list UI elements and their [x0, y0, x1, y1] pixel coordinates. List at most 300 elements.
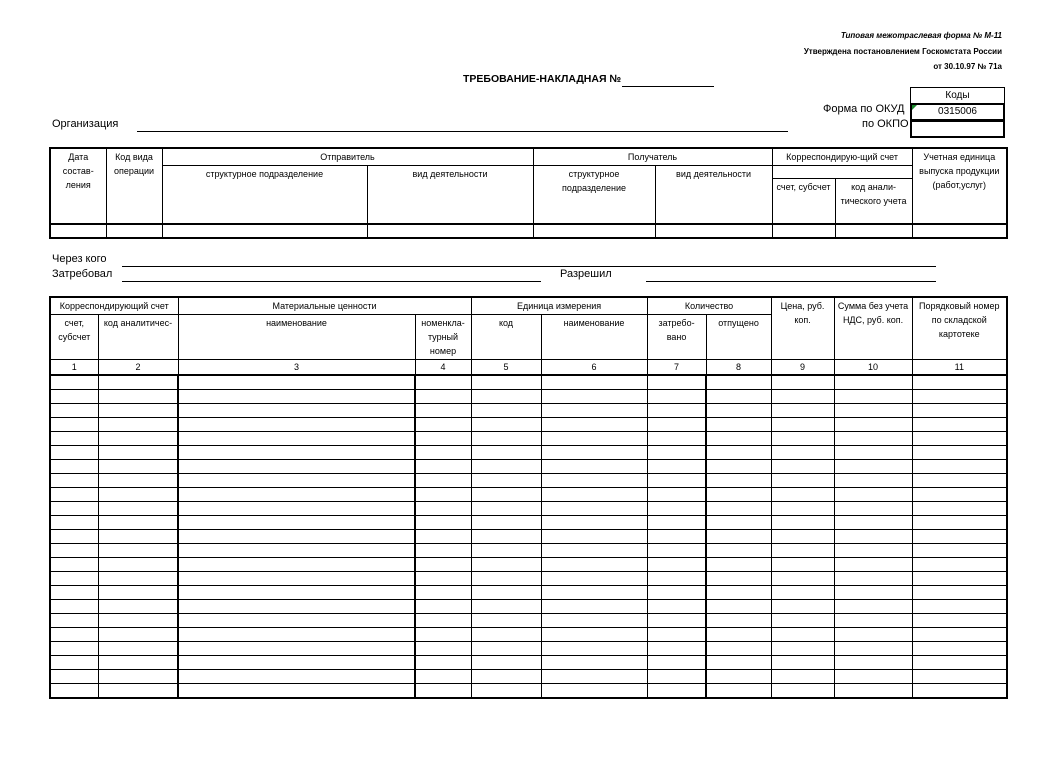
table-cell[interactable]	[541, 418, 647, 432]
table-cell[interactable]	[178, 530, 415, 544]
table-cell[interactable]	[647, 670, 706, 684]
table-cell[interactable]	[471, 614, 541, 628]
table-cell[interactable]	[50, 418, 98, 432]
table-cell[interactable]	[541, 460, 647, 474]
table-cell[interactable]	[471, 544, 541, 558]
table-cell[interactable]	[834, 558, 912, 572]
table-cell[interactable]	[50, 224, 106, 238]
table-cell[interactable]	[912, 224, 1007, 238]
table-cell[interactable]	[771, 642, 834, 656]
column-number: 8	[706, 360, 771, 376]
table-cell[interactable]	[647, 586, 706, 600]
table-cell[interactable]	[706, 530, 771, 544]
table-cell[interactable]	[647, 656, 706, 670]
table-cell[interactable]	[541, 488, 647, 502]
table-cell[interactable]	[98, 600, 178, 614]
table-cell[interactable]	[50, 614, 98, 628]
table-cell[interactable]	[415, 544, 471, 558]
table-cell[interactable]	[50, 656, 98, 670]
table-cell[interactable]	[541, 586, 647, 600]
table-cell[interactable]	[912, 488, 1007, 502]
table-cell[interactable]	[912, 530, 1007, 544]
quantity-header: Количество	[647, 297, 771, 315]
nomenclature-header: номенкла-турный номер	[415, 315, 471, 360]
table-cell[interactable]	[98, 642, 178, 656]
table-cell[interactable]	[98, 544, 178, 558]
table-cell[interactable]	[912, 502, 1007, 516]
table-cell[interactable]	[50, 432, 98, 446]
table-cell[interactable]	[771, 375, 834, 390]
table-cell[interactable]	[647, 516, 706, 530]
table-cell[interactable]	[178, 656, 415, 670]
column-number: 7	[647, 360, 706, 376]
table-cell[interactable]	[706, 460, 771, 474]
table-cell[interactable]	[541, 600, 647, 614]
table-cell[interactable]	[834, 516, 912, 530]
table-cell[interactable]	[471, 642, 541, 656]
table-cell[interactable]	[178, 375, 415, 390]
table-cell[interactable]	[834, 614, 912, 628]
table-cell[interactable]	[706, 516, 771, 530]
receiver-header: Получатель	[533, 148, 772, 166]
table-cell[interactable]	[415, 670, 471, 684]
table-cell[interactable]	[98, 628, 178, 642]
column-number: 5	[471, 360, 541, 376]
table-cell[interactable]	[647, 390, 706, 404]
table-cell[interactable]	[471, 656, 541, 670]
table-cell[interactable]	[541, 656, 647, 670]
table-cell[interactable]	[771, 544, 834, 558]
table-cell[interactable]	[415, 375, 471, 390]
table-cell[interactable]	[471, 502, 541, 516]
table-cell[interactable]	[541, 642, 647, 656]
table-cell[interactable]	[415, 516, 471, 530]
table-row	[50, 474, 1007, 488]
table-cell[interactable]	[98, 516, 178, 530]
table-cell[interactable]	[912, 375, 1007, 390]
table-cell[interactable]	[471, 530, 541, 544]
table-cell[interactable]	[50, 628, 98, 642]
table-cell[interactable]	[706, 390, 771, 404]
table-cell[interactable]	[706, 572, 771, 586]
table-cell[interactable]	[415, 572, 471, 586]
table-cell[interactable]	[912, 516, 1007, 530]
table-cell[interactable]	[771, 446, 834, 460]
table-cell[interactable]	[655, 224, 772, 238]
table-cell[interactable]	[834, 628, 912, 642]
table-cell[interactable]	[541, 670, 647, 684]
table-cell[interactable]	[771, 670, 834, 684]
table-cell[interactable]	[834, 656, 912, 670]
table-cell[interactable]	[912, 544, 1007, 558]
table-cell[interactable]	[415, 502, 471, 516]
table-cell[interactable]	[178, 488, 415, 502]
table-cell[interactable]	[771, 586, 834, 600]
table-cell[interactable]	[471, 446, 541, 460]
table-row	[50, 684, 1007, 699]
table-cell[interactable]	[415, 446, 471, 460]
table-cell[interactable]	[178, 474, 415, 488]
table-cell[interactable]	[415, 418, 471, 432]
table-cell[interactable]	[706, 656, 771, 670]
table-cell[interactable]	[771, 404, 834, 418]
table-cell[interactable]	[541, 530, 647, 544]
table-cell[interactable]	[50, 390, 98, 404]
table-cell[interactable]	[541, 516, 647, 530]
table-cell[interactable]	[771, 614, 834, 628]
table-cell[interactable]	[771, 488, 834, 502]
requested-field[interactable]	[122, 281, 541, 282]
table-cell[interactable]	[471, 375, 541, 390]
table-cell[interactable]	[912, 600, 1007, 614]
table-cell[interactable]	[415, 460, 471, 474]
table-cell[interactable]	[106, 224, 162, 238]
table-cell[interactable]	[98, 432, 178, 446]
operation-code-header: Код вида операции	[106, 148, 162, 224]
table-cell[interactable]	[415, 558, 471, 572]
table-cell[interactable]	[647, 628, 706, 642]
table-cell[interactable]	[771, 418, 834, 432]
corr-sub-header: счет, субсчет	[772, 179, 835, 225]
table-cell[interactable]	[541, 432, 647, 446]
table-cell[interactable]	[98, 530, 178, 544]
table-cell[interactable]	[647, 460, 706, 474]
requested-label: Затребовал	[52, 268, 113, 280]
table-cell[interactable]	[912, 418, 1007, 432]
table-cell[interactable]	[706, 418, 771, 432]
table-cell[interactable]	[834, 432, 912, 446]
table-cell[interactable]	[541, 572, 647, 586]
table-cell[interactable]	[50, 530, 98, 544]
table-cell[interactable]	[834, 488, 912, 502]
table-cell[interactable]	[98, 558, 178, 572]
table-cell[interactable]	[471, 404, 541, 418]
table-cell[interactable]	[647, 642, 706, 656]
table-cell[interactable]	[178, 670, 415, 684]
table-cell[interactable]	[771, 628, 834, 642]
table-cell[interactable]	[471, 670, 541, 684]
unit-header: Учетная единица выпуска продукции (работ,услуг)	[912, 148, 1007, 224]
table-cell[interactable]	[98, 572, 178, 586]
table-cell[interactable]	[771, 460, 834, 474]
table-cell[interactable]	[178, 642, 415, 656]
table-cell[interactable]	[912, 474, 1007, 488]
table-cell[interactable]	[771, 432, 834, 446]
sender-header: Отправитель	[162, 148, 533, 166]
table-cell[interactable]	[647, 502, 706, 516]
table-cell[interactable]	[834, 390, 912, 404]
table-cell[interactable]	[706, 488, 771, 502]
table-cell[interactable]	[912, 572, 1007, 586]
table-cell[interactable]	[98, 614, 178, 628]
table-cell[interactable]	[471, 474, 541, 488]
table-cell[interactable]	[541, 404, 647, 418]
table-cell[interactable]	[471, 432, 541, 446]
table-cell[interactable]	[706, 684, 771, 699]
table-cell[interactable]	[178, 600, 415, 614]
table-cell[interactable]	[912, 684, 1007, 699]
table-cell[interactable]	[178, 628, 415, 642]
table-cell[interactable]	[471, 488, 541, 502]
table-cell[interactable]	[647, 404, 706, 418]
table-cell[interactable]	[415, 586, 471, 600]
table-cell[interactable]	[98, 404, 178, 418]
table-cell[interactable]	[50, 572, 98, 586]
table-cell[interactable]	[98, 586, 178, 600]
table-cell[interactable]	[834, 446, 912, 460]
table-cell[interactable]	[706, 600, 771, 614]
table-cell[interactable]	[415, 642, 471, 656]
corr-spacer	[772, 166, 912, 179]
table-cell[interactable]	[771, 516, 834, 530]
table-row	[50, 446, 1007, 460]
table-cell[interactable]	[178, 684, 415, 699]
table-cell[interactable]	[541, 684, 647, 699]
table-cell[interactable]	[541, 558, 647, 572]
receiver-activity-header: вид деятельности	[655, 166, 772, 225]
table-cell[interactable]	[541, 614, 647, 628]
table-cell[interactable]	[541, 390, 647, 404]
table-cell[interactable]	[912, 656, 1007, 670]
table-cell[interactable]	[647, 530, 706, 544]
table-cell[interactable]	[706, 446, 771, 460]
table-cell[interactable]	[367, 224, 533, 238]
table-cell[interactable]	[647, 558, 706, 572]
table-cell[interactable]	[178, 614, 415, 628]
table-cell[interactable]	[541, 375, 647, 390]
table-cell[interactable]	[647, 446, 706, 460]
table-cell[interactable]	[471, 558, 541, 572]
table-cell[interactable]	[50, 375, 98, 390]
table-cell[interactable]	[771, 530, 834, 544]
table-cell[interactable]	[50, 488, 98, 502]
table-cell[interactable]	[50, 586, 98, 600]
table-cell[interactable]	[541, 474, 647, 488]
table-cell[interactable]	[50, 474, 98, 488]
table-cell[interactable]	[771, 502, 834, 516]
table-cell[interactable]	[415, 404, 471, 418]
table-cell[interactable]	[98, 446, 178, 460]
table-cell[interactable]	[178, 404, 415, 418]
table-cell[interactable]	[706, 544, 771, 558]
table-cell[interactable]	[162, 224, 367, 238]
table-cell[interactable]	[771, 572, 834, 586]
table-cell[interactable]	[98, 684, 178, 699]
table-cell[interactable]	[98, 656, 178, 670]
table-cell[interactable]	[415, 684, 471, 699]
table-cell[interactable]	[834, 684, 912, 699]
table-cell[interactable]	[912, 404, 1007, 418]
table-cell[interactable]	[647, 432, 706, 446]
organization-field[interactable]	[137, 131, 788, 132]
table-cell[interactable]	[912, 670, 1007, 684]
table-cell[interactable]	[834, 530, 912, 544]
table-cell[interactable]	[541, 544, 647, 558]
table-cell[interactable]	[50, 600, 98, 614]
table-cell[interactable]	[50, 558, 98, 572]
table-cell[interactable]	[178, 432, 415, 446]
allowed-field[interactable]	[646, 281, 936, 282]
table-cell[interactable]	[647, 600, 706, 614]
table-cell[interactable]	[834, 544, 912, 558]
table-cell[interactable]	[471, 684, 541, 699]
table-cell[interactable]	[647, 375, 706, 390]
table-cell[interactable]	[647, 418, 706, 432]
okpo-code-cell[interactable]	[910, 121, 1005, 138]
table-cell[interactable]	[533, 224, 655, 238]
table-cell[interactable]	[706, 642, 771, 656]
sum-header: Сумма без учета НДС, руб. коп.	[834, 297, 912, 360]
table-cell[interactable]	[647, 572, 706, 586]
table-cell[interactable]	[50, 544, 98, 558]
table-cell[interactable]	[178, 418, 415, 432]
table-cell[interactable]	[50, 670, 98, 684]
table-cell[interactable]	[50, 446, 98, 460]
table-cell[interactable]	[834, 375, 912, 390]
approval-note: Утверждена постановлением Госкомстата России	[803, 47, 1002, 56]
table-cell[interactable]	[771, 656, 834, 670]
table-cell[interactable]	[834, 502, 912, 516]
table-cell[interactable]	[706, 586, 771, 600]
table-cell[interactable]	[50, 404, 98, 418]
table-cell[interactable]	[834, 404, 912, 418]
table-cell[interactable]	[912, 432, 1007, 446]
table-cell[interactable]	[178, 446, 415, 460]
table-cell[interactable]	[98, 670, 178, 684]
codes-header: Коды	[910, 87, 1005, 103]
table-cell[interactable]	[706, 474, 771, 488]
table-cell[interactable]	[706, 670, 771, 684]
table-cell[interactable]	[771, 474, 834, 488]
table-cell[interactable]	[771, 390, 834, 404]
table-cell[interactable]	[471, 460, 541, 474]
table-cell[interactable]	[50, 502, 98, 516]
table-cell[interactable]	[415, 488, 471, 502]
table-cell[interactable]	[415, 600, 471, 614]
table-cell[interactable]	[471, 516, 541, 530]
table-cell[interactable]	[178, 558, 415, 572]
table-cell[interactable]	[98, 502, 178, 516]
table-cell[interactable]	[706, 375, 771, 390]
table-cell[interactable]	[771, 684, 834, 699]
table-cell[interactable]	[415, 614, 471, 628]
table-cell[interactable]	[647, 474, 706, 488]
table-cell[interactable]	[912, 642, 1007, 656]
table-cell[interactable]	[912, 558, 1007, 572]
table-cell[interactable]	[415, 530, 471, 544]
table-cell[interactable]	[706, 502, 771, 516]
document-number-field[interactable]	[622, 86, 714, 87]
corr-account-header: Корреспондирую-щий счет	[772, 148, 912, 166]
table-cell[interactable]	[647, 684, 706, 699]
table-cell[interactable]	[912, 446, 1007, 460]
codes-box	[910, 87, 1005, 138]
table-cell[interactable]	[834, 418, 912, 432]
table-cell[interactable]	[541, 446, 647, 460]
table-cell[interactable]	[415, 390, 471, 404]
table-cell[interactable]	[415, 432, 471, 446]
table-cell[interactable]	[471, 586, 541, 600]
table-cell[interactable]	[415, 628, 471, 642]
table-cell[interactable]	[471, 572, 541, 586]
table-cell[interactable]	[178, 390, 415, 404]
table-cell[interactable]	[912, 460, 1007, 474]
table-cell[interactable]	[772, 224, 835, 238]
table-cell[interactable]	[98, 488, 178, 502]
table-cell[interactable]	[415, 474, 471, 488]
table-cell[interactable]	[647, 488, 706, 502]
table-cell[interactable]	[98, 474, 178, 488]
unit-code-header: код	[471, 315, 541, 360]
table-cell[interactable]	[471, 418, 541, 432]
table-cell[interactable]	[178, 502, 415, 516]
table-row	[50, 600, 1007, 614]
table-cell[interactable]	[471, 628, 541, 642]
table-cell[interactable]	[50, 516, 98, 530]
table-cell[interactable]	[912, 628, 1007, 642]
table-cell[interactable]	[834, 600, 912, 614]
table-cell[interactable]	[178, 572, 415, 586]
table-cell[interactable]	[98, 390, 178, 404]
table-cell[interactable]	[178, 544, 415, 558]
document-title: ТРЕБОВАНИЕ-НАКЛАДНАЯ №	[463, 73, 622, 85]
table-cell[interactable]	[706, 614, 771, 628]
table-cell[interactable]	[771, 558, 834, 572]
table-cell[interactable]	[706, 628, 771, 642]
table-cell[interactable]	[98, 418, 178, 432]
table-cell[interactable]	[912, 586, 1007, 600]
table-cell[interactable]	[541, 628, 647, 642]
okud-label: Форма по ОКУД	[823, 103, 905, 115]
released-header: отпущено	[706, 315, 771, 360]
okud-code-cell[interactable]: 0315006	[910, 103, 1005, 121]
table-cell[interactable]	[50, 460, 98, 474]
material-name-header: наименование	[178, 315, 415, 360]
table-cell[interactable]	[178, 586, 415, 600]
table-cell[interactable]	[178, 460, 415, 474]
sender-activity-header: вид деятельности	[367, 166, 533, 225]
table-cell[interactable]	[912, 390, 1007, 404]
column-number: 3	[178, 360, 415, 376]
table-cell[interactable]	[647, 614, 706, 628]
table-cell[interactable]	[771, 600, 834, 614]
table-cell[interactable]	[706, 558, 771, 572]
table-cell[interactable]	[834, 670, 912, 684]
table-cell[interactable]	[834, 586, 912, 600]
table-cell[interactable]	[50, 642, 98, 656]
form-type-note: Типовая межотраслевая форма № М-11	[840, 31, 1002, 40]
table-cell[interactable]	[415, 656, 471, 670]
table-cell[interactable]	[834, 572, 912, 586]
through-field[interactable]	[122, 266, 936, 267]
table-row	[50, 418, 1007, 432]
table-cell[interactable]	[98, 375, 178, 390]
table-cell[interactable]	[706, 432, 771, 446]
table-cell[interactable]	[706, 404, 771, 418]
table-cell[interactable]	[834, 460, 912, 474]
table-cell[interactable]	[835, 224, 912, 238]
table-cell[interactable]	[541, 502, 647, 516]
table-cell[interactable]	[98, 460, 178, 474]
table-cell[interactable]	[834, 642, 912, 656]
table-cell[interactable]	[471, 600, 541, 614]
table-cell[interactable]	[50, 684, 98, 699]
table-cell[interactable]	[178, 516, 415, 530]
table-cell[interactable]	[647, 544, 706, 558]
table-cell[interactable]	[834, 474, 912, 488]
table-cell[interactable]	[471, 390, 541, 404]
table-cell[interactable]	[912, 614, 1007, 628]
